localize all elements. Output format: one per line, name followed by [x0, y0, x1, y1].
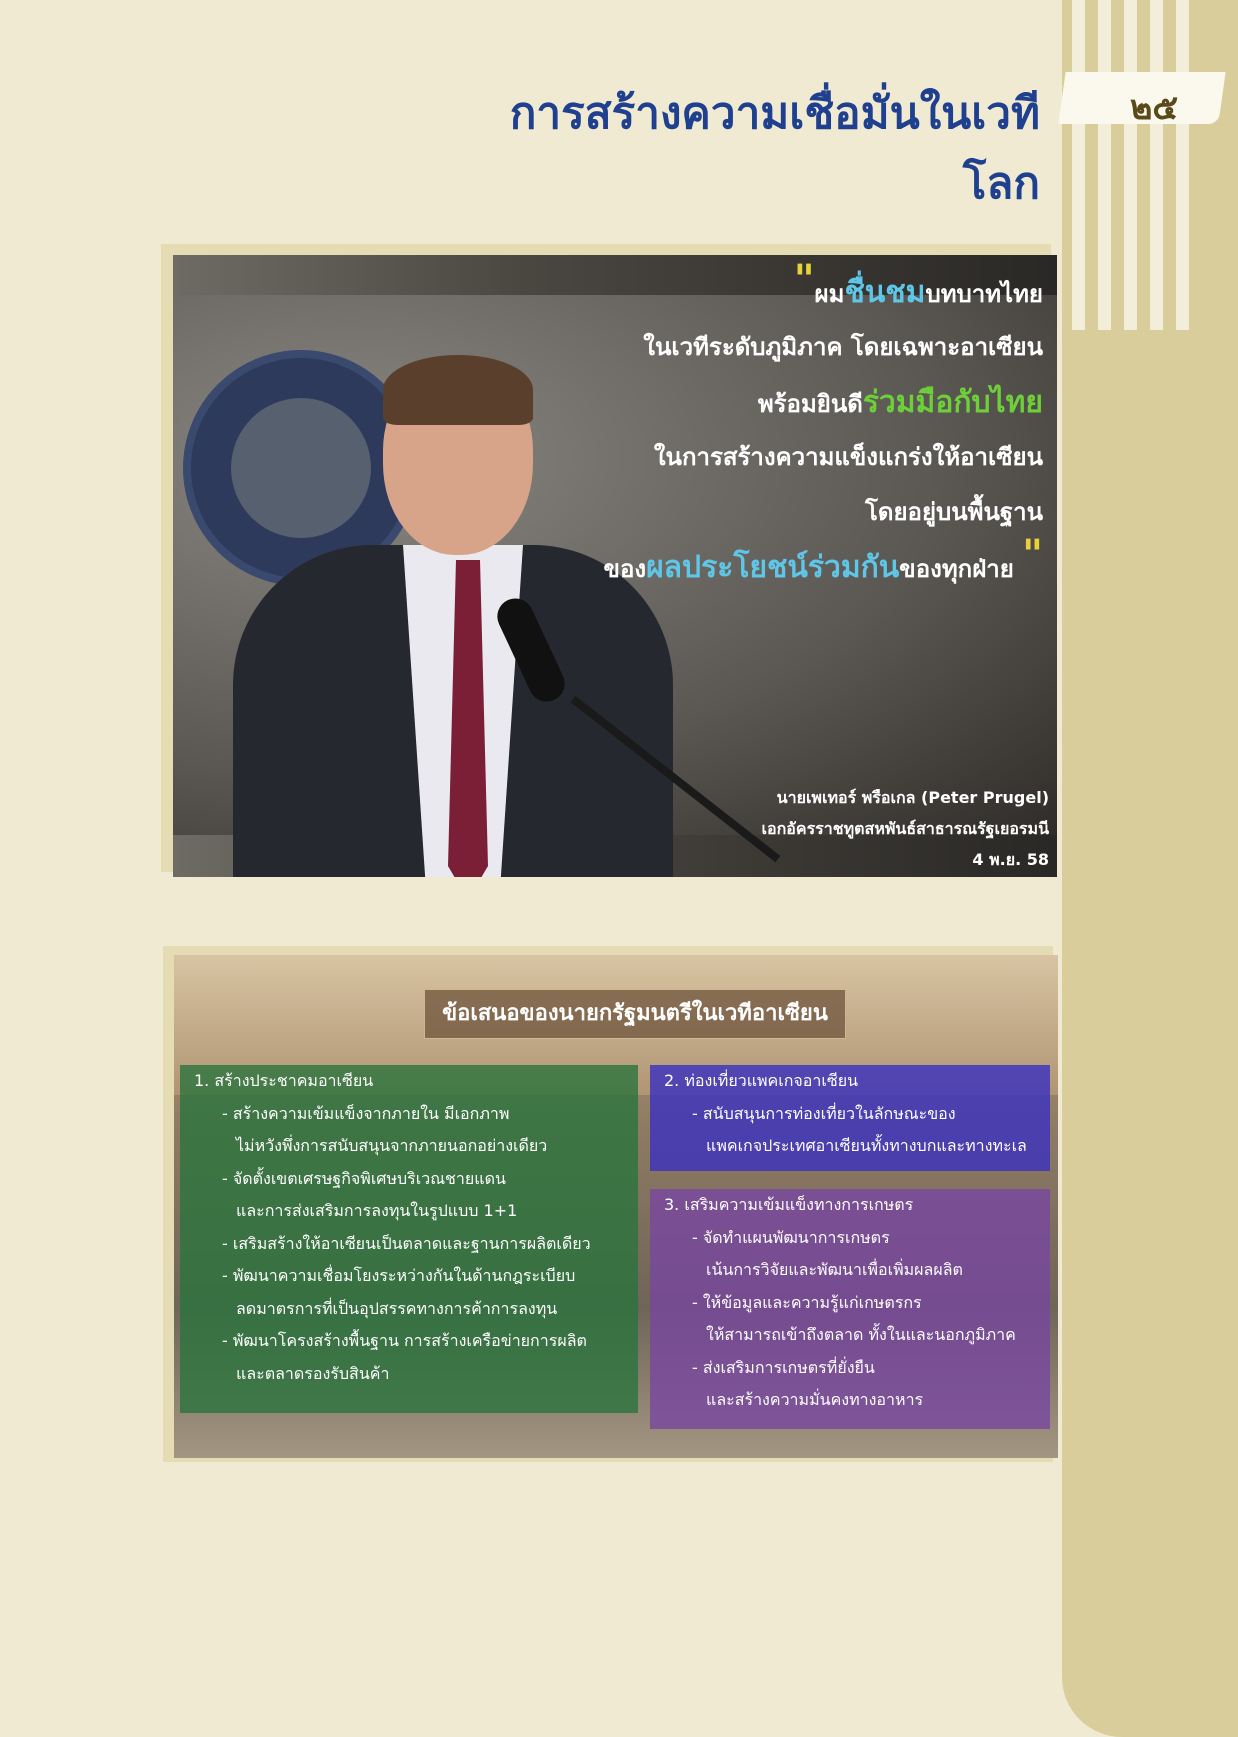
- list-item: - ส่งเสริมการเกษตรที่ยั่งยืน: [692, 1357, 875, 1377]
- quote-block: [423, 257, 1043, 595]
- quote-line-3: พร้อมยินดีร่วมมือกับไทย: [757, 385, 1043, 420]
- quote-highlight: ร่วมมือกับไทย: [862, 385, 1043, 420]
- list-item-cont: ไม่หวังพึ่งการสนับสนุนจากภายนอกอย่างเดียว: [236, 1136, 548, 1155]
- box-title: 1. สร้างประชาคมอาเซียน: [194, 1071, 374, 1090]
- open-quote-mark: ": [793, 257, 815, 303]
- quote-line-2: ในเวทีระดับภูมิภาค โดยเฉพาะอาเซียน: [643, 333, 1043, 361]
- box-agriculture: [650, 1189, 1050, 1429]
- ambassador-photo: [173, 255, 1057, 877]
- quote-line-1: "ผมชื่นชมบทบาทไทย: [793, 257, 1043, 310]
- quote-line-6: ของผลประโยชน์ร่วมกันของทุกฝ่าย ": [603, 532, 1043, 585]
- quote-line-5: โดยอยู่บนพื้นฐาน: [864, 498, 1043, 526]
- box-title: 3. เสริมความเข้มแข็งทางการเกษตร: [664, 1195, 914, 1214]
- list-item-cont: เน้นการวิจัยและพัฒนาเพื่อเพิ่มผลผลิต: [706, 1260, 963, 1279]
- caption-date: 4 พ.ย. 58: [972, 850, 1049, 869]
- page-title: การสร้างความเชื่อมั่นในเวทีโลก: [509, 88, 1040, 209]
- list-item: - จัดตั้งเขตเศรษฐกิจพิเศษบริเวณชายแดน: [222, 1168, 506, 1188]
- slide-heading: ข้อเสนอของนายกรัฐมนตรีในเวทีอาเซียน: [424, 989, 846, 1039]
- list-item: - ให้ข้อมูลและความรู้แก่เกษตรกร: [692, 1292, 922, 1312]
- quote-highlight: ผลประโยชน์ร่วมกัน: [646, 550, 900, 585]
- caption-position: เอกอัครราชทูตสหพันธ์สาธารณรัฐเยอรมนี: [761, 819, 1049, 838]
- list-item-cont: ลดมาตรการที่เป็นอุปสรรคทางการค้าการลงทุน: [236, 1298, 558, 1318]
- list-item: - จัดทำแผนพัฒนาการเกษตร: [692, 1227, 890, 1247]
- list-item-cont: ให้สามารถเข้าถึงตลาด ทั้งในและนอกภูมิภาค: [706, 1325, 1016, 1344]
- page-number: ๒๕: [1130, 88, 1179, 128]
- list-item-cont: และสร้างความมั่นคงทางอาหาร: [706, 1390, 924, 1409]
- quote-line-4: ในการสร้างความแข็งแกร่งให้อาเซียน: [653, 443, 1043, 471]
- list-item: - สนับสนุนการท่องเที่ยวในลักษณะของ: [692, 1103, 956, 1123]
- list-item: - เสริมสร้างให้อาเซียนเป็นตลาดและฐานการผลิตเดียว: [222, 1233, 591, 1253]
- quote-highlight: ชื่นชม: [844, 275, 926, 310]
- list-item: - พัฒนาความเชื่อมโยงระหว่างกันในด้านกฎระเบียบ: [222, 1266, 576, 1285]
- photo-caption: [762, 782, 1050, 875]
- close-quote-mark: ": [1022, 532, 1043, 578]
- caption-name: นายเพเทอร์ พรือเกล (Peter Prugel): [776, 788, 1049, 807]
- box-asean-community: [180, 1065, 638, 1413]
- list-item-cont: และการส่งเสริมการลงทุนในรูปแบบ 1+1: [236, 1201, 518, 1220]
- box-title: 2. ท่องเที่ยวแพคเกจอาเซียน: [664, 1071, 859, 1090]
- proposal-slide: [174, 955, 1058, 1458]
- list-item: - พัฒนาโครงสร้างพื้นฐาน การสร้างเครือข่ายการผลิต: [222, 1331, 587, 1350]
- list-item-cont: และตลาดรองรับสินค้า: [236, 1363, 390, 1383]
- box-tourism-package: [650, 1065, 1050, 1171]
- list-item-cont: แพคเกจประเทศอาเซียนทั้งทางบกและทางทะเล: [706, 1136, 1027, 1155]
- decorative-stripes: [1062, 0, 1197, 330]
- list-item: - สร้างความเข้มแข็งจากภายใน มีเอกภาพ: [222, 1103, 510, 1123]
